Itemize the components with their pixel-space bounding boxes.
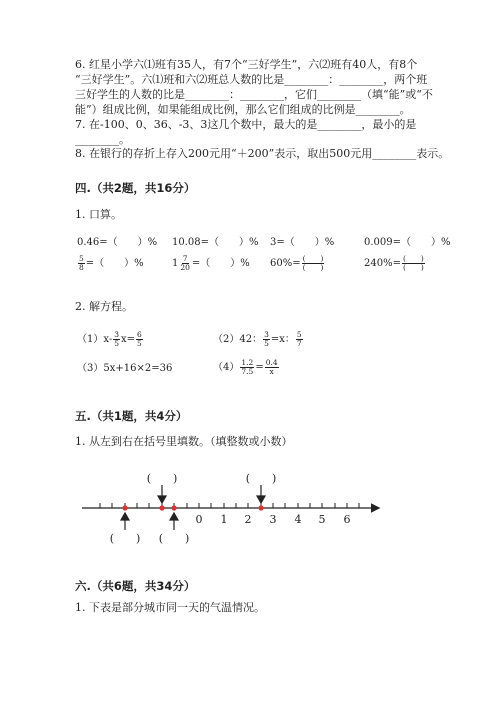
blank-below-c: ( ) [158,532,190,545]
calc-item-2: 10.08=（ ）% [172,237,259,248]
q7-line1: 7. 在-100、0、36、-3、3这几个数中，最大的是________，最小的是 [75,118,417,131]
q8-line1: 8. 在银行的存折上存入200元用“＋200”表示，取出500元用________表示。 [75,147,450,160]
tick-label-3: 3 [269,513,277,526]
fraction: $\frac{5}{7}$ [296,330,302,348]
q7-line2: ________。 [75,133,130,146]
point-c [171,505,176,510]
s5-q1-title: 1. 从左到右在括号里填数。（填整数或小数） [75,435,293,448]
tick-label-6: 6 [343,513,351,526]
calc-item-3: 3=（ ）% [270,237,335,248]
tick-label-2: 2 [244,513,252,526]
equation-4: （4） $\frac{1.2}{7.5}$ = $\frac{0.4}{x}$ [213,358,278,376]
fraction: $\frac{3}{5}$ [114,330,119,348]
fraction: $\frac{1.2}{7.5}$ [241,358,254,376]
fraction: $\frac{3}{5}$ [264,330,269,348]
section-6-title: 六.（共6题，共34分） [75,579,196,593]
fraction: $\frac{7}{20}$ [180,254,190,272]
calc-item-6: 1 $\frac{7}{20}$ =（ ）% [172,254,250,272]
q6-line1: 6. 红星小学六⑴班有35人，有7个“三好学生”，六⑵班有40人，有8个 [75,58,418,71]
fraction: $\frac{5}{8}$ [79,254,84,272]
point-b [159,505,164,510]
s4-q2-title: 2. 解方程。 [75,300,133,313]
tick-marks [100,503,359,508]
section-5-title: 五.（共1题，共4分） [75,409,188,423]
arrow-head [257,496,265,503]
calc-item-8: 240%= $\frac{( )}{( )}$ [364,254,424,272]
q6-line3: 三好学生的人数的比是________：________，它们________（填“能”或“不 [75,88,433,101]
blank-below-a: ( ) [109,532,141,545]
section-4-title: 四.（共2题，共16分） [75,181,196,195]
s6-q1-title: 1. 下表是部分城市同一天的气温情况。 [75,601,265,614]
fraction: $\frac{6}{5}$ [137,330,142,348]
point-d [258,505,263,510]
equation-2: （2）42： $\frac{3}{5}$ =x： $\frac{5}{7}$ [213,330,302,348]
tick-label-4: 4 [294,513,302,526]
calc-item-4: 0.009=（ ）% [364,237,451,248]
arrow-head [158,496,166,503]
arrow-head [170,513,178,520]
point-a [122,505,127,510]
fraction: $\frac{( )}{( )}$ [402,254,424,272]
blank-above-b: ( ) [146,472,178,485]
fraction: $\frac{0.4}{x}$ [265,358,278,376]
calc-item-7: 60%= $\frac{( )}{( )}$ [270,254,324,272]
calc-item-5: $\frac{5}{8}$ =（ ）% [79,254,144,272]
equation-3: （3）5x+16×2=36 [77,363,173,374]
q6-line4: 能”）组成比例，如果能组成比例，那么它们组成的比例是________。 [75,103,411,116]
tick-label-5: 5 [318,513,326,526]
number-line [0,460,500,560]
tick-label-1: 1 [220,513,228,526]
q6-line2: “三好学生”。六⑴班和六⑵班总人数的比是________：________，两个班 [75,73,428,86]
fraction: $\frac{( )}{( )}$ [302,254,324,272]
calc-item-1: 0.46=（ ）% [77,237,158,248]
tick-label-0: 0 [195,513,203,526]
s4-q1-title: 1. 口算。 [75,208,122,221]
equation-1: （1）x- $\frac{3}{5}$ x= $\frac{6}{5}$ [77,330,142,348]
blank-above-d: ( ) [245,472,277,485]
arrow-head [121,513,129,520]
